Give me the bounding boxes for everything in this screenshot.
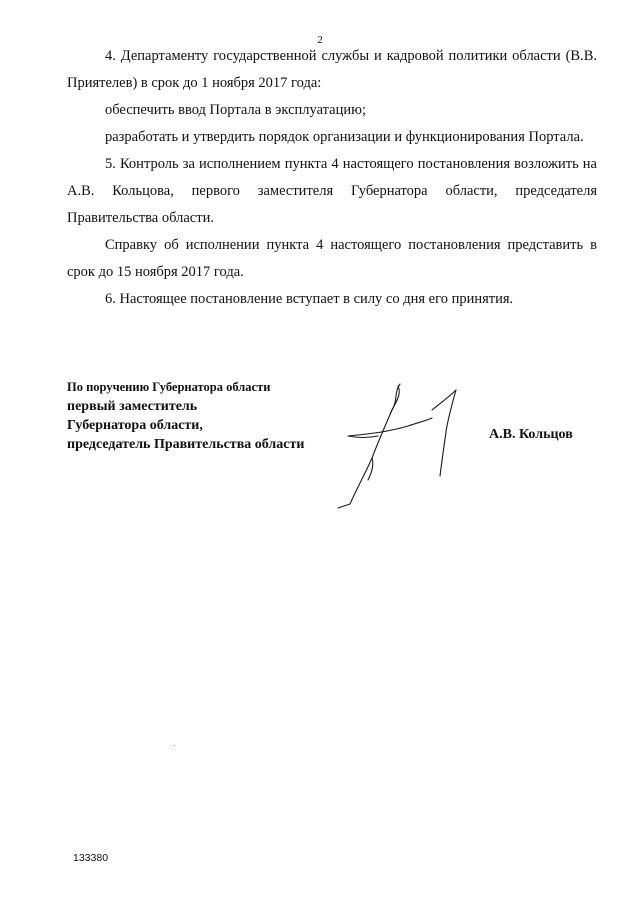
paragraph-4: 4. Департаменту государственной службы и кадровой политики области (В.В. Приятелев) в срок до 1 ноября 2017 года:	[67, 48, 597, 91]
paragraph-5-report: Справку об исполнении пункта 4 настоящего постановления представить в срок до 15 ноября 2017 года.	[67, 237, 597, 280]
paragraph-4-item-2: разработать и утвердить порядок организации и функционирования Портала.	[105, 129, 584, 145]
signature-position-1: первый заместитель	[67, 399, 198, 414]
handwritten-signature	[328, 380, 468, 510]
paragraph-4-item-1: обеспечить ввод Портала в эксплуатацию;	[105, 102, 366, 118]
document-code: 133380	[73, 852, 109, 864]
paragraph-5: 5. Контроль за исполнением пункта 4 настоящего постановления возложить на А.В. Кольцова, первого заместителя Губернатора области, председателя Правительства области.	[67, 156, 597, 226]
signature-position-3: председатель Правительства области	[67, 437, 305, 452]
signature-block	[67, 378, 367, 454]
paragraph-6: 6. Настоящее постановление вступает в силу со дня его принятия.	[105, 291, 514, 307]
signature-authority: По поручению Губернатора области	[67, 380, 271, 394]
page-number: 2	[317, 34, 323, 46]
document-body	[67, 43, 597, 313]
scan-speck	[174, 745, 175, 746]
signer-name: А.В. Кольцов	[489, 427, 573, 442]
signature-position-2: Губернатора области,	[67, 418, 203, 433]
